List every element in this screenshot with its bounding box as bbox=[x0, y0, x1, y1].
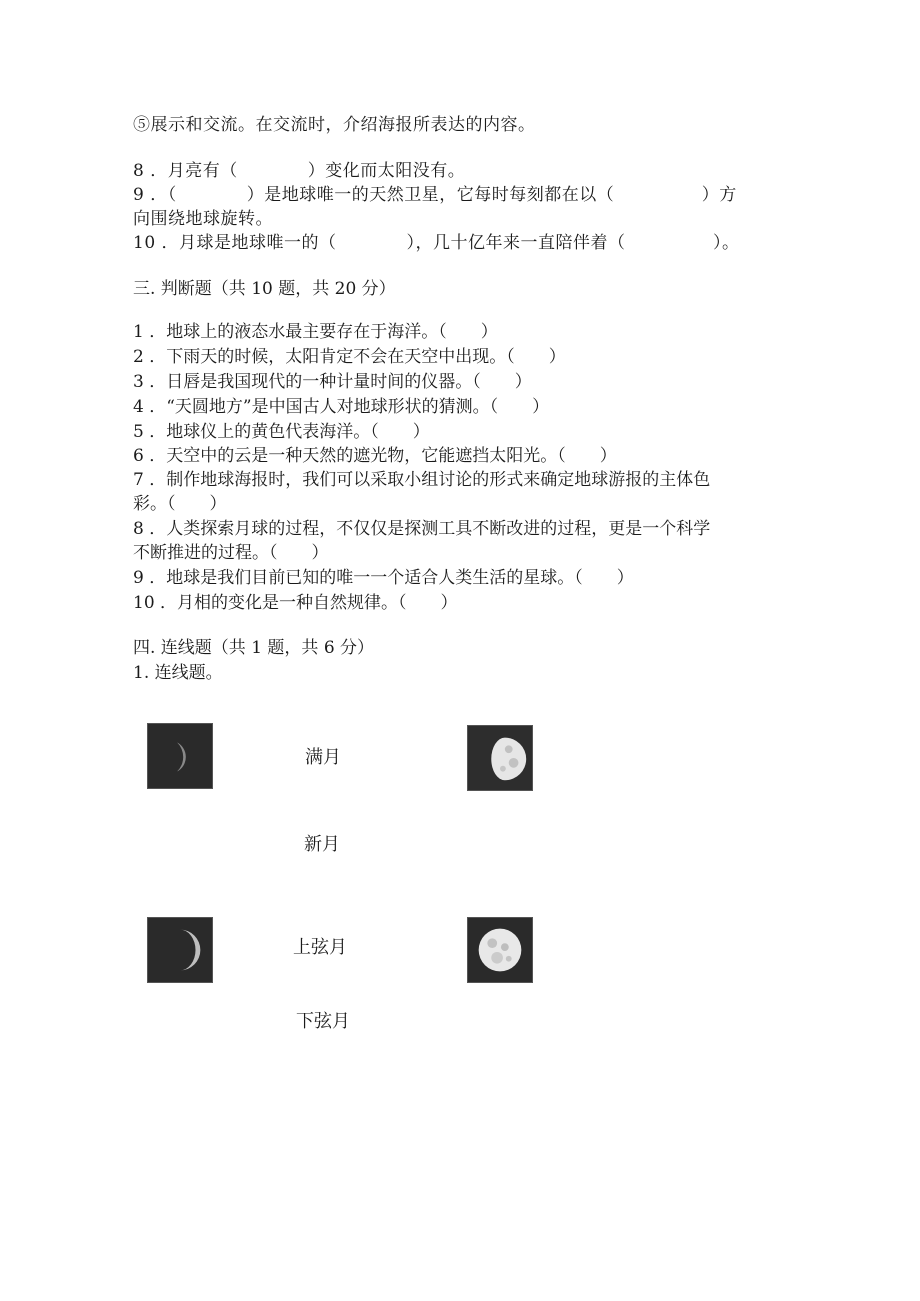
crescent-moon-image[interactable] bbox=[147, 917, 213, 983]
judgement-item-9: 9 ．地球是我们目前已知的唯一一个适合人类生活的星球。（ ） bbox=[133, 568, 634, 588]
matching-question: 1. 连线题。 bbox=[133, 663, 223, 683]
section-4-title: 四. 连线题（共 1 题，共 6 分） bbox=[133, 638, 375, 658]
label-last-quarter[interactable]: 下弦月 bbox=[296, 1011, 350, 1032]
question-9-line-2: 向围绕地球旋转。 bbox=[133, 209, 273, 229]
judgement-item-6: 6 ．天空中的云是一种天然的遮光物，它能遮挡太阳光。（ ） bbox=[133, 446, 617, 466]
judgement-item-8-line-2: 不断推进的过程。（ ） bbox=[133, 543, 329, 563]
question-10: 10 ．月球是地球唯一的（ ），几十亿年来一直陪伴着（ ）。 bbox=[133, 233, 740, 253]
label-new-moon[interactable]: 新月 bbox=[304, 834, 340, 855]
judgement-item-3: 3 ．日唇是我国现代的一种计量时间的仪器。（ ） bbox=[133, 372, 532, 392]
full-moon-image[interactable] bbox=[467, 917, 533, 983]
judgement-item-5: 5 ．地球仪上的黄色代表海洋。（ ） bbox=[133, 422, 430, 442]
judgement-item-4: 4 ．“天圆地方”是中国古人对地球形状的猜测。（ ） bbox=[133, 397, 550, 417]
label-full-moon[interactable]: 满月 bbox=[305, 747, 341, 768]
judgement-item-8-line-1: 8 ．人类探索月球的过程，不仅仅是探测工具不断改进的过程，更是一个科学 bbox=[133, 519, 711, 539]
thin-crescent-moon-image[interactable] bbox=[147, 723, 213, 789]
judgement-item-2: 2 ．下雨天的时候，太阳肯定不会在天空中出现。（ ） bbox=[133, 347, 566, 367]
section-3-title: 三. 判断题（共 10 题，共 20 分） bbox=[133, 279, 396, 299]
judgement-item-1: 1 ．地球上的液态水最主要存在于海洋。（ ） bbox=[133, 322, 498, 342]
question-9-line-1: 9 ．（ ）是地球唯一的天然卫星，它每时每刻都在以（ ）方 bbox=[133, 185, 737, 205]
judgement-item-10: 10 ．月相的变化是一种自然规律。（ ） bbox=[133, 593, 458, 613]
gibbous-moon-image[interactable] bbox=[467, 725, 533, 791]
judgement-item-7-line-1: 7 ．制作地球海报时，我们可以采取小组讨论的形式来确定地球游报的主体色 bbox=[133, 470, 711, 490]
question-8: 8 ．月亮有（ ）变化而太阳没有。 bbox=[133, 161, 466, 181]
label-first-quarter[interactable]: 上弦月 bbox=[293, 937, 347, 958]
step-5-text: ⑤展示和交流。在交流时，介绍海报所表达的内容。 bbox=[133, 115, 536, 135]
judgement-item-7-line-2: 彩。（ ） bbox=[133, 494, 227, 514]
